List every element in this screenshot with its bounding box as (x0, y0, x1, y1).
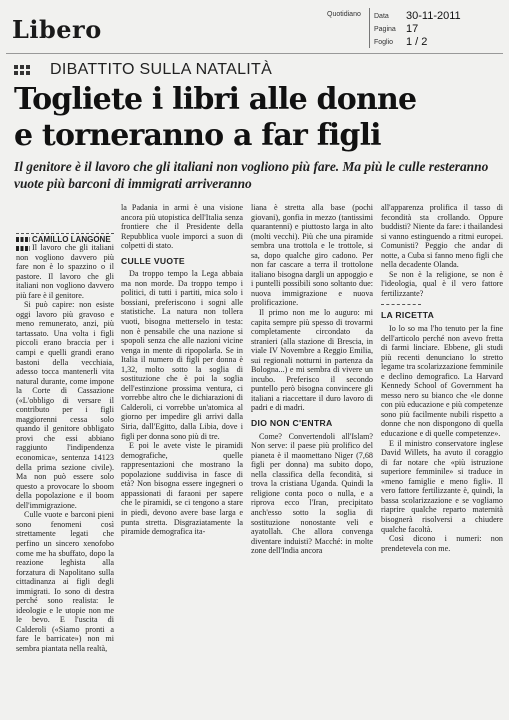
paragraph: Così dicono i numeri: non prendetevela con me. (381, 534, 503, 553)
paragraph: la Padania in armi è una visione ancora più utopistica dell'Italia senza frontiere che il Presidente della Repubblica vuole imporci a suon di colpetti di stato. (121, 203, 243, 251)
section-subtitle: DIO NON C'ENTRA (251, 418, 333, 429)
publication-type: Quotidiano (327, 11, 361, 18)
paragraph: Da troppo tempo la Lega abbaia ma non morde. Da troppo tempo i politici, di tutti i partiti, mica solo i bossiani, preferiscono i sogni alle statistiche. La natura non tollera vuoti, bisogna metterselo in testa: non è pensabile che una nazione si spopoli senza che alle nazioni vicine venga in mente di ripopolarla. Se in Italia il numero di figli per donna è 1,32, molto sotto la soglia di sostituzione che è poi la soglia dell'estinzione prossima ventura, ci vorrebbe altro che le dichiarazioni di Calderoli, ci vorrebbe un'atomica al giorno per impedire gli arrivi dalla Siria, dall'Egitto, dalla Libia, dove i figli per donna sono più di tre. (121, 269, 243, 441)
paragraph: Come? Convertendoli all'Islam? Non serve: il paese più prolifico del pianeta è il maomettano Niger (7,68 figli per donna) ma subito dopo, nella classifica della fecondità, si trova la cristiana Uganda. Quindi la religione conta poco o nulla, e a riprova ecco l'Iran, precipitato anch'esso sotto la soglia di sostituzione nonostante veli e ayatollah. Che allora convenga diventare induisti? Macché: in molte zone dell'India ancora (251, 431, 373, 556)
paragraph: all'apparenza prolifica il tasso di fecondità sta crollando. Oppure buddisti? Niente da fare: i thailandesi si vanno estinguendo a ritmi europei. Comunisti? Peggio che andar di notte, a Cuba si fanno meno figli che nella decadente Olanda. (381, 203, 503, 270)
kicker-squares-icon (14, 65, 44, 75)
paragraph: Il lavoro che gli italiani non vogliono davvero più fare non è lo spazzino o il pastore. Il lavoro che gli italiani non vogliono davvero più fare è il genitore. (16, 243, 114, 300)
article-column-2 (121, 203, 243, 537)
intro-squares-icon (16, 246, 30, 251)
article-kicker: DIBATTITO SULLA NATALITÀ (14, 61, 272, 79)
article-column-1 (16, 243, 114, 654)
newspaper-logo: Libero (12, 15, 102, 44)
paragraph: Io lo so ma l'ho tenuto per la fine dell'articolo perché non avevo fretta di farmi linciare. Ebbene, gli studi più recenti denunciano lo stretto legame tra scolarizzazione femminile e declino demografico. La Harvard Kennedy School of Government ha messo nero su bianco che «le donne con più educazione e più competenze sono più facilmente nubili rispetto a donne che non dispongono di quella educazione e di quelle competenze». (381, 324, 503, 439)
meta-sheet: Foglio 1 / 2 (374, 36, 428, 48)
byline-squares-icon (16, 237, 30, 242)
byline-divider (16, 233, 114, 234)
paragraph: E poi le avete viste le piramidi demografiche, quelle rappresentazioni che mostrano la popolazione suddivisa in fasce di età? Non bisogna essere ingegneri o appassionati di faraoni per sapere che le piramidi, se ci tengono a stare in piedi, devono avere base larga e punta stretta. Disgraziatamente la piramide demografica ita- (121, 441, 243, 537)
article-byline: CAMILLO LANGONE (16, 235, 114, 244)
paragraph: Se non è la religione, se non è l'ideologia, qual è il vero fattore fertilizzante? (381, 269, 503, 298)
article-headline: Togliete i libri alle donne e torneranno a far figli (14, 82, 417, 153)
meta-page: Pagina 17 (374, 23, 419, 35)
meta-date: Data 30-11-2011 (374, 10, 461, 22)
subtitle-divider (381, 304, 421, 305)
paragraph: Il primo non me lo auguro: mi capita sempre più spesso di trovarmi completamente circondato da stranieri (alla stazione di Brescia, in viale IV Novembre a Reggio Emilia, sui regionali notturni in partenza da Bologna...) e mi sembra di vivere un incubo. Preferisco il secondo puntello però bisogna convincere gli italiani a riaccettare il duro lavoro di padri e di madri. (251, 308, 373, 413)
paragraph: liana è stretta alla base (pochi giovani), gonfia in mezzo (tantissimi quarantenni) e piuttosto larga in alto (molti vecchi). Più che una piramide sembra una trottola e le trottole, si sa, dopo qualche giro cadono. Per non far cascare a terra il trottolone italiano bisogna dargli un appoggio e i puntelli possibili sono soltanto due: nuova immigrazione e nuova prolificazione. (251, 203, 373, 308)
paragraph: E il ministro conservatore inglese David Willets, ha avuto il coraggio di far notare che «più istruzione superiore femminile» si traduce in «meno famiglie e meno figli». Il vero fattore fertilizzante è, quindi, la bassa scolarizzazione e se vogliamo riaprire qualche reparto maternità bisognerà risolversi a chiudere qualche facoltà. (381, 438, 503, 534)
paragraph: Si può capire: non esiste oggi lavoro più gravoso e meno remunerato, anzi, più tartassato. Una volta i figli piccoli erano braccia per i campi e quelli grandi erano bastoni della vecchiaia, adesso tocca mantenerli vita natural durante, come impone la Corte di Cassazione («L'obbligo di versare il contributo per i figli maggiorenni cessa solo quando il genitore obbligato provi che essi abbiano raggiunto l'indipendenza economica», sentenza 14123 della prima sezione civile). Ma non può essere solo questo a provocare lo sboom della popolazione e il boom dell'immigrazione. (16, 300, 114, 510)
newspaper-header (0, 0, 509, 52)
paragraph: Culle vuote e barconi pieni sono fenomeni così strettamente legati che perfino un sincero xenofobo come me ha sbuffato, dopo la reazione leghista alla forzatura di Napolitano sulla cittadinanza ai figli degli immigrati. Io sono di destra perché sono realista: le ideologie e le utopie non me le bevo. E l'uscita di Calderoli («Siamo pronti a fare le barricate») non mi sembra piantata nella realtà, (16, 510, 114, 653)
article-column-4 (381, 203, 503, 553)
article-column-3 (251, 203, 373, 556)
header-divider (6, 53, 503, 54)
section-subtitle: CULLE VUOTE (121, 255, 185, 266)
article-subhead: Il genitore è il lavoro che gli italiani non vogliono più fare. Ma più le culle resteranno vuote più barconi di immigrati arriveranno (14, 159, 489, 191)
section-subtitle: LA RICETTA (381, 310, 435, 321)
clipping-meta (369, 8, 505, 48)
